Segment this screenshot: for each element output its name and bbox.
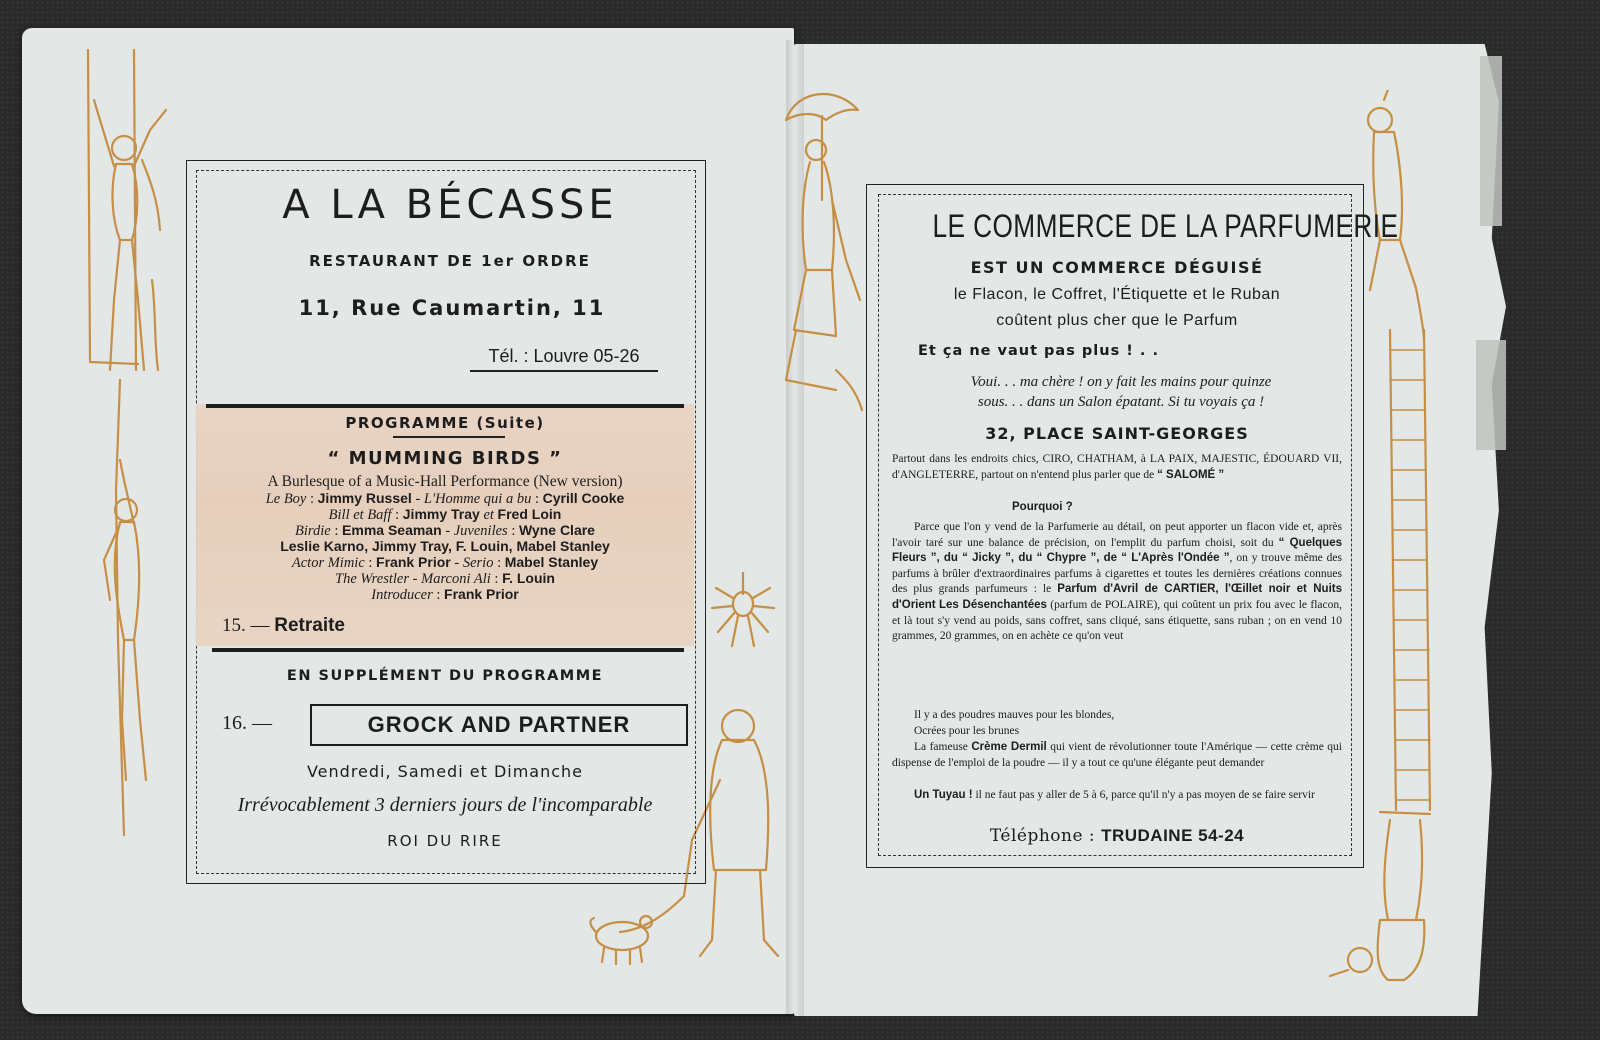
perfume-italic-quote [912, 372, 1330, 412]
programme-top-rule [206, 404, 684, 408]
italic-line: Voui. . . ma chère ! on y fait les mains pour quinze [970, 374, 1272, 390]
perfume-pourquoi [892, 500, 1342, 516]
body-text: Parce que l'on y vend de la Parfumerie au détail, on peut apporter un flacon vide et, après l'avoir taré sur une balance de précision, on l'emplit du parfum choisi, soit du [892, 521, 1342, 549]
perfume-paragraph-4 [892, 724, 1342, 740]
programme-item-16-number: 16. — [222, 712, 272, 734]
restaurant-name: A LA BÉCASSE [282, 182, 618, 228]
perfume-line-1: le Flacon, le Coffret, l'Étiquette et le Ruban [953, 286, 1281, 303]
cast-name: Emma Seaman [342, 522, 442, 538]
tape-strip [1476, 340, 1506, 450]
perfume-paragraph-5 [892, 740, 1342, 771]
cast-name: Jimmy Tray [402, 506, 480, 522]
cast-role: Birdie [295, 523, 331, 539]
perfume-paragraph-2 [892, 520, 1342, 645]
perfume-paragraph-1 [892, 452, 1342, 483]
italic-line: sous. . . dans un Salon épatant. Si tu voyais ça ! [977, 394, 1265, 410]
perfume-phone [892, 826, 1342, 846]
cast-name: Wyne Clare [518, 522, 595, 538]
spider-illustration [708, 572, 778, 652]
cast-role: The Wrestler [335, 571, 410, 587]
item-title: Retraite [274, 615, 345, 636]
show-title: “ MUMMING BIRDS ” [327, 448, 563, 469]
cast-name: Mabel Stanley [504, 554, 599, 570]
body-text: Ocrées pour les brunes [914, 725, 1020, 737]
performance-days: Vendredi, Samedi et Dimanche [306, 762, 584, 781]
programme-heading: PROGRAMME (Suite) [345, 414, 545, 432]
cast-line [196, 538, 694, 555]
perfume-title: LE COMMERCE DE LA PARFUMERIE [932, 208, 1399, 244]
phone-label: Téléphone : [989, 826, 1096, 846]
body-text: La fameuse [914, 741, 968, 753]
cast-name: Cyrill Cooke [542, 490, 625, 506]
perfume-address: 32, PLACE SAINT-GEORGES [985, 424, 1249, 443]
perfume-paragraph-3 [892, 708, 1342, 724]
final-days-notice: Irrévocablement 3 derniers jours de l'incomparable [237, 794, 653, 816]
perfume-names: “ Quelques Fleurs ”, du “ Jicky ”, du “ Chypre ”, de “ L'Après l'Ondée ” [892, 536, 1342, 565]
restaurant-subtitle: RESTAURANT DE 1er ORDRE [309, 252, 591, 270]
programme-item-16-title: GROCK AND PARTNER [310, 704, 688, 746]
pourquoi-text: Pourquoi ? [1012, 501, 1073, 513]
perfume-paragraph-6 [892, 788, 1342, 804]
cast-role: Marconi Ali [421, 571, 491, 587]
restaurant-phone: Tél. : Louvre 05-26 [470, 346, 658, 372]
body-text: qui vient de révolutionner toute l'Amérique — cette crème qui dispense de l'emploi de la poudre — il y a tout ce qu'une élégante peut demander [892, 741, 1342, 769]
cast-name: Frank Prior [444, 586, 519, 602]
perfume-names: Les Désenchantées [939, 598, 1047, 611]
perfume-names: Parfum d'Avril de CARTIER, l'Œillet noir et Nuits d'Orient [892, 583, 1342, 611]
programme-item-15 [222, 615, 345, 637]
cast-name: F. Louin [502, 570, 555, 586]
perfume-line-2: coûtent plus cher que le Parfum [996, 312, 1238, 329]
cast-line: Bill et Baff : Jimmy Tray et Fred Loin [328, 506, 562, 523]
cast-line: Le Boy : Jimmy Russel - L'Homme qui a bu : Cyrill Cooke [265, 490, 625, 507]
cast-role: Bill et Baff [328, 507, 392, 523]
cast-name: Fred Loin [497, 506, 562, 522]
programme-heading-underline [393, 436, 505, 438]
creme-name: Crème Dermil [971, 741, 1047, 753]
supplement-top-rule [212, 648, 684, 652]
cast-line: Birdie : Emma Seaman - Juveniles : Wyne Clare [295, 522, 595, 539]
cast-role: Juveniles [453, 523, 508, 539]
body-text: Il y a des poudres mauves pour les blondes, [914, 709, 1115, 721]
tape-strip [1480, 56, 1502, 226]
parasol-lady-illustration [776, 80, 876, 440]
item-number: 15. — [222, 615, 270, 636]
cast-role: L'Homme qui a bu [423, 491, 532, 507]
cast-role: Introducer [371, 587, 433, 603]
cast-line: Actor Mimic : Frank Prior - Serio : Mabel Stanley [291, 554, 599, 571]
body-text: , on y trouve même des parfums à brûler d'extraordinaires parfums à cigarettes et toutes les dernières créations connues des plus grands parfumeurs : le [892, 552, 1342, 596]
cast-role: Serio [462, 555, 494, 571]
cast-role: Le Boy [265, 491, 307, 507]
cast-role: Actor Mimic [291, 555, 365, 571]
body-text: il ne faut pas y aller de 5 à 6, parce qu'il n'y a pas moyen de se faire servir [975, 789, 1315, 801]
perfume-line-3: Et ça ne vaut pas plus ! . . [918, 343, 1159, 359]
show-subtitle: A Burlesque of a Music-Hall Performance (New version) [267, 473, 623, 490]
body-text: Partout dans les endroits chics, CIRO, CHATHAM, à LA PAIX, MAJESTIC, ÉDOUARD VII, d'ANGLETERRE, partout on n'entend plus parler que de [892, 453, 1342, 481]
supplement-heading: EN SUPPLÉMENT DU PROGRAMME [286, 668, 604, 684]
cast-name: Jimmy Russel [317, 490, 412, 506]
restaurant-address: 11, Rue Caumartin, 11 [298, 296, 606, 320]
phone-number: TRUDAINE 54-24 [1101, 826, 1245, 845]
tip-label: Un Tuyau ! [914, 789, 973, 801]
body-text: (parfum de POLAIRE), qui coûtent un prix fou avec le flacon, et là tout s'y vend au poids, sans coffret, sans cliqué, sans étiquette, sans ruban ; on en vend 10 grammes, 20 grammes, on en achète ce qu'on veut [892, 598, 1342, 643]
roi-du-rire: ROI DU RIRE [387, 832, 503, 850]
perfume-subtitle: EST UN COMMERCE DÉGUISÉ [970, 258, 1264, 277]
salome-name: “ SALOMÉ ” [1157, 468, 1225, 481]
cast-names: Leslie Karno, Jimmy Tray, F. Louin, Mabel Stanley [280, 538, 610, 554]
cast-joiner: et [483, 507, 494, 523]
cast-line: The Wrestler - Marconi Ali : F. Louin [335, 570, 555, 587]
cast-line: Introducer : Frank Prior [371, 586, 519, 603]
cast-name: Frank Prior [376, 554, 451, 570]
